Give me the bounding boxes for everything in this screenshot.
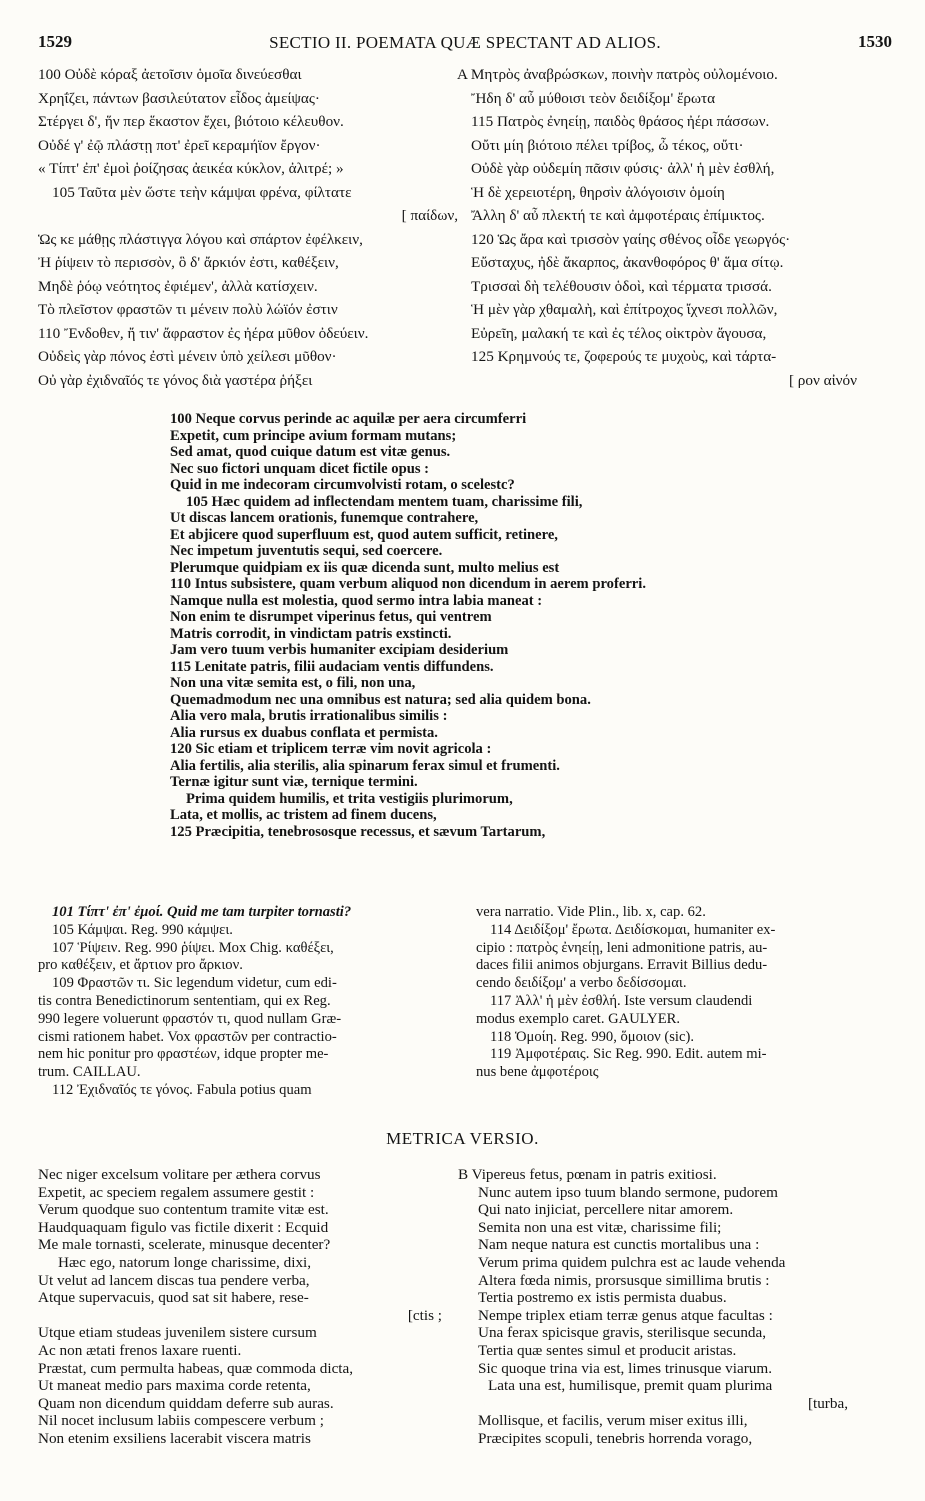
latin-line: Jam vero tuum verbis humaniter excipiam desiderium [170,642,509,658]
greek-line: Ἡ μὲν γὰρ χθαμαλὴ, καὶ ἐπίτροχος ἴχνεσι πολλῶν, [471,301,778,318]
latin-line: 110 Intus subsistere, quam verbum aliquod non dicendum in aerem proferri. [170,576,646,592]
metrica-line: Præstat, cum permulta habeas, quæ commoda dicta, [38,1359,354,1377]
footnote-line: modus exemplo caret. GAULYER. [476,1010,681,1027]
page-number-right: 1530 [858,32,892,51]
metrica-line: Quam non dicendum quiddam deferre sub auras. [38,1394,334,1412]
greek-line: Τὸ πλεῖστον φραστῶν τι μένειν πολὺ λώϊόν ἐστιν [38,301,338,318]
greek-line: 100 Οὐδὲ κόραξ ἀετοῖσιν ὁμοῖα δινεύεσθαι [38,66,302,83]
running-title: SECTIO II. POEMATA QUÆ SPECTANT AD ALIOS. [269,33,661,52]
latin-line: Lata, et mollis, ac tristem ad finem ducens, [170,807,437,823]
metrica-line: Præcipites scopuli, tenebris horrenda vorago, [478,1429,753,1447]
greek-line: Στέργει δ', ἥν περ ἕκαστον ἔχει, βιότοιο κέλευθον. [38,113,344,130]
latin-line: Alia vero mala, brutis irrationalibus similis : [170,708,448,724]
footnote-line: 105 Κάμψαι. Reg. 990 κάμψει. [52,921,233,938]
greek-line: Ἤδη δ' αὖ μύθοισι τεὸν δειδίξομ' ἔρωτα [471,89,716,107]
latin-line: Et abjicere quod superfluum est, quod autem sufficit, retinere, [170,526,558,543]
greek-line: Ὡς κε μάθῃς πλάστιγγα λόγου καὶ σπάρτον ἐφέλκειν, [38,230,363,248]
footnote-line: daces filii animos objurgans. Erravit Billius dedu- [476,957,768,974]
greek-line-continuation: [ ρον αἰνόν [788,371,857,389]
greek-line: Χρηΐζει, πάντων βασιλεύτατον εἶδος ἀμείψας· [38,89,320,107]
metrica-line: Tertia quæ sentes simul et producit aristas. [478,1341,737,1359]
metrica-line: Lata una est, humilisque, premit quam plurima [488,1377,773,1395]
metrica-line: Tertia postremo ex istis permista duabus. [478,1289,727,1307]
metrica-line: Utque etiam studeas juvenilem sistere cursum [38,1324,317,1342]
page-number-left: 1529 [38,32,72,51]
latin-line: Ternæ igitur sunt viæ, ternique termini. [170,774,418,790]
metrica-line: Expetit, ac speciem regalem assumere gestit : [38,1183,315,1201]
footnote-line: cendo δειδίξομ' a verbo δεδίσσομαι. [476,975,687,992]
metrica-left-column [38,1166,458,1448]
metrica-line: Nec niger excelsum volitare per æthera corvus [38,1166,321,1183]
metrica-line: Semita non una est vitæ, charissime fili; [478,1218,722,1236]
footnotes-right-column [476,904,896,1082]
metrica-line: Sic quoque trina via est, limes trinusque viarum. [478,1359,772,1377]
latin-line: Namque nulla est molestia, quod sermo intra labia maneat : [170,592,543,609]
page-header [38,32,892,56]
footnote-line: cismi rationem habet. Vox φραστῶν per contractio- [38,1028,337,1045]
metrica-line: Me male tornasti, scelerate, minusque decenter? [38,1236,331,1254]
latin-line: Plerumque quidpiam ex iis quæ dicenda sunt, multo melius est [170,559,560,576]
metrica-line: Una ferax spicisque gravis, sterilisque secunda, [478,1324,767,1342]
footnote-line: 117 Ἀλλ' ἡ μὲν ἐσθλή. Iste versum claudendi [490,992,753,1009]
latin-line: Non enim te disrumpet viperinus fetus, qui ventrem [170,609,492,625]
greek-line: 115 Πατρὸς ἐνηείῃ, παιδὸς θράσος ἠέρι πάσσων. [471,113,770,130]
footnote-line: 101 Τίπτ' ἐπ' ἐμοί. Quid me tam turpiter tornasti? [52,904,352,920]
metrica-line: Ac non ætati frenos laxare ruenti. [38,1341,242,1359]
latin-line: Nec suo fictori unquam dicet fictile opus : [170,460,430,477]
greek-line: Ἠ ῥίψειν τὸ περισσὸν, ὃ δ' ἄρκιόν ἐστι, καθέξειν, [38,254,339,271]
metrica-line-continuation: [ctis ; [407,1306,442,1324]
metrica-line: Ut velut ad lancem discas tua pendere verba, [38,1271,310,1289]
metrica-line: Nempe triplex etiam terræ genus atque facultas : [478,1306,773,1324]
greek-line: A Μητρὸς ἀναβρώσκων, ποινὴν πατρὸς οὐλομένοιο. [457,66,778,83]
latin-line: 115 Lenitate patris, filii audaciam ventis diffundens. [170,658,494,675]
metrica-line: Hæc ego, natorum longe charissime, dixi, [58,1253,312,1271]
greek-line: 105 Ταῦτα μὲν ὥστε τεὴν κάμψαι φρένα, φίλτατε [52,183,352,201]
metrica-line: Ut maneat medio pars maxima corde retenta, [38,1377,311,1395]
footnote-line: nem hic ponitur pro φραστέων, idque propter me- [38,1046,329,1063]
greek-line-continuation: [ παίδων, [401,207,458,224]
latin-line: Alia rursus ex duabus conflata et permista. [170,724,438,741]
latin-version-block [170,411,730,840]
greek-line: Εὔσταχυς, ἠδὲ ἄκαρπος, ἀκανθοφόρος θ' ἅμα σίτῳ. [471,254,784,271]
greek-line: Οὐδεὶς γὰρ πόνος ἐστὶ μένειν ὑπὸ χείλεσι μῦθον· [38,348,337,365]
latin-line: Alia fertilis, alia sterilis, alia spinarum ferax simul et frumenti. [170,757,560,774]
metrica-line: Qui nato injiciat, percellere nitar amorem. [478,1201,734,1219]
footnote-line: 112 Ἐχιδναῖός τε γόνος. Fabula potius quam [52,1081,312,1098]
greek-line: 125 Κρημνούς τε, ζοφερούς τε μυχοὺς, καὶ τάρτα- [471,348,777,365]
greek-line: Τρισσαὶ δὴ τελέθουσιν ὁδοὶ, καὶ τέρματα τρισσά. [471,277,772,295]
metrica-line: Mollisque, et facilis, verum miser exitus illi, [478,1412,748,1430]
metrica-versio-heading: METRICA VERSIO. [386,1129,539,1148]
footnote-line: 990 legere voluerunt φραστόν τι, quod nullam Græ- [38,1010,342,1027]
metrica-line: Nam neque natura est cunctis mortalibus una : [478,1236,760,1254]
greek-line: Οὐ γὰρ ἐχιδναῖός τε γόνος διὰ γαστέρα ῥήξει [38,371,313,389]
latin-line: Non una vitæ semita est, o fili, non una, [170,675,416,691]
metrica-line: B Vipereus fetus, pœnam in patris exitiosi. [458,1166,717,1183]
greek-line: 110 Ἔνδοθεν, ἤ τιν' ἄφραστον ἐς ἠέρα μῦθον ὀδεύειν. [38,324,369,342]
metrica-line: Altera fœda nimis, prorsusque simillima brutis : [478,1271,770,1289]
metrica-line: Haudquaquam figulo vas fictile dixerit : Ecquid [38,1218,329,1236]
greek-line: Οὔτι μίη βιότοιο πέλει τρίβος, ὦ τέκος, οὔτι· [471,136,744,154]
latin-line: Ut discas lancem orationis, funemque contrahere, [170,510,479,526]
latin-line: Prima quidem humilis, et trita vestigiis plurimorum, [186,790,513,807]
metrica-line: Verum prima quidem pulchra est ac laude vehenda [478,1253,786,1271]
footnote-line: 109 Φραστῶν τι. Sic legendum videtur, cum edi- [52,975,337,992]
latin-line: Quid in me indecoram circumvolvisti rotam, o scelestc? [170,477,515,493]
metrica-line: Nunc autem ipso tuum blando sermone, pudorem [478,1183,778,1201]
footnote-line: 119 Ἀμφοτέραις. Sic Reg. 990. Edit. autem mi- [490,1046,767,1063]
footnotes-left-column [38,904,458,1100]
metrica-right-column [458,1166,898,1448]
greek-text-left-column [38,63,458,392]
greek-line: Οὐδὲ γὰρ οὐδεμίη πᾶσιν φύσις· ἀλλ' ἡ μὲν ἐσθλή, [471,160,775,177]
footnote-line: vera narratio. Vide Plin., lib. x, cap. 62. [476,904,706,920]
footnote-line: 107 Ῥίψειν. Reg. 990 ῥίψει. Mox Chig. καθέξει, [52,939,334,956]
greek-line: Οὐδέ γ' ἐῷ πλάστῃ ποτ' ἐρεῖ κεραμήϊον ἔργον· [38,136,321,154]
footnote-line: nus bene ἀμφοτέροις [476,1064,599,1081]
footnote-line: pro καθέξειν, et ἄρτιον pro ἄρκιον. [38,957,243,974]
greek-line: Μηδὲ ῥόῳ νεότητος ἐφιέμεν', ἀλλὰ κατίσχειν. [38,277,318,295]
metrica-line: Nil nocet inclusum labiis compescere verbum ; [38,1412,324,1430]
latin-line: Sed amat, quod cuique datum est vitæ genus. [170,444,451,460]
footnote-line: 114 Δειδίξομ' ἔρωτα. Δειδίσκομαι, humaniter ex- [490,921,776,938]
metrica-line: Atque supervacuis, quod sat sit habere, rese- [38,1289,309,1307]
latin-line: 100 Neque corvus perinde ac aquilæ per aera circumferri [170,411,527,427]
footnote-line: tis contra Benedictinorum sententiam, qui ex Reg. [38,992,331,1009]
footnote-line: trum. CAILLAU. [38,1064,141,1081]
footnote-line: 118 Ὁμοίη. Reg. 990, ὅμοιον (sic). [490,1028,694,1045]
latin-line: Expetit, cum principe avium formam mutans; [170,427,457,444]
latin-line: 105 Hæc quidem ad inflectendam mentem tuam, charissime fili, [186,493,583,510]
greek-line: « Τίπτ' ἐπ' ἐμοὶ ῥοίζησας ἀεικέα κύκλον, ἀλιτρέ; » [38,160,344,177]
greek-line: Ἄλλη δ' αὖ πλεκτή τε καὶ ἀμφοτέραις ἐπίμικτος. [471,207,765,224]
metrica-line: Verum quodque suo contentum tramite vitæ est. [38,1201,329,1219]
greek-line: Εὐρεῖη, μαλακή τε καὶ ἐς τέλος οἰκτρὸν ἄγουσα, [471,324,767,342]
latin-line: Nec impetum juventutis sequi, sed coercere. [170,543,443,559]
greek-text-right-column [457,63,897,392]
latin-line: 120 Sic etiam et triplicem terræ vim novit agricola : [170,741,492,757]
metrica-line-continuation: [turba, [807,1394,848,1412]
metrica-line: Non etenim exsiliens lacerabit viscera matris [38,1429,311,1447]
latin-line: Matris corrodit, in vindictam patris exstincti. [170,625,452,642]
footnote-line: cipio : πατρὸς ἐνηείῃ, leni admonitione patris, au- [476,939,768,956]
greek-line: Ἡ δὲ χερειοτέρη, θηρσὶν ἀλόγοισιν ὁμοίη [471,183,725,201]
latin-line: Quemadmodum nec una omnibus est natura; sed alia quidem bona. [170,691,591,708]
greek-line: 120 Ὡς ἄρα καὶ τρισσὸν γαίης σθένος οἶδε γεωργός· [471,230,791,248]
latin-line: 125 Præcipitia, tenebrososque recessus, et sævum Tartarum, [170,823,546,840]
